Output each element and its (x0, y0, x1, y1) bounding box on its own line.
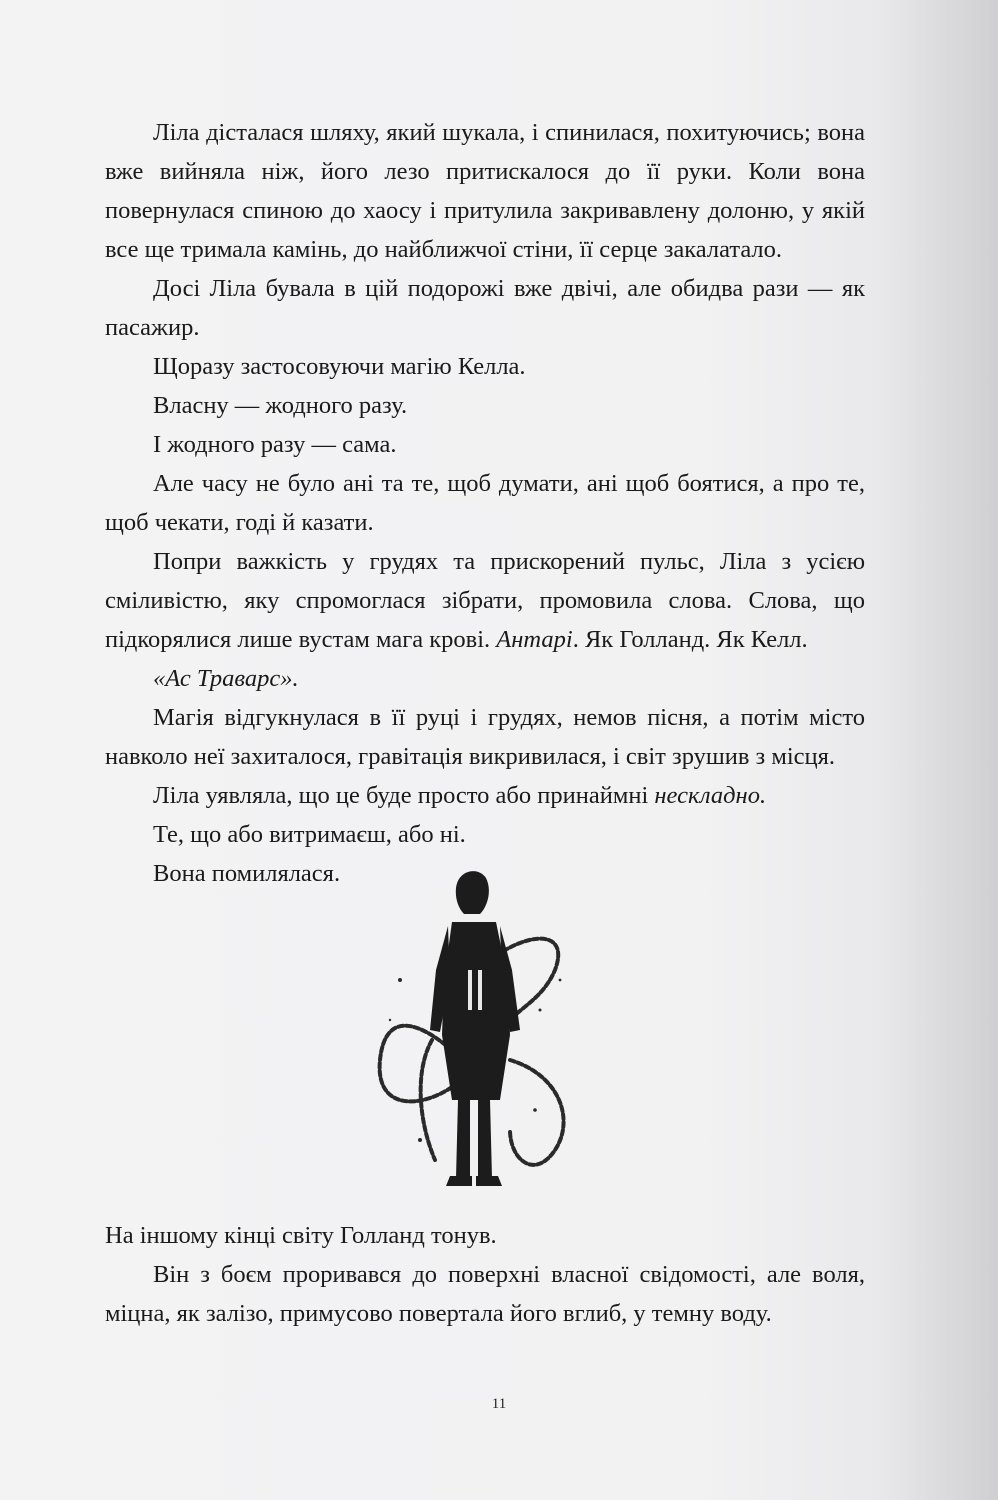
paragraph: Він з боєм проривався до поверхні власної свідомості, але воля, міцна, як залізо, примусово повертала його вглиб, у темну воду. (105, 1261, 865, 1327)
paragraph: І жодного разу — сама. (153, 431, 397, 458)
paragraph (105, 776, 865, 815)
paragraph: Вона помилялася. (153, 860, 341, 887)
paragraph: Те, що або витримаєш, або ні. (153, 821, 466, 848)
paragraph: Щоразу застосовуючи магію Келла. (153, 353, 526, 380)
paragraph-text: . Як Голланд. Як Келл. (572, 626, 808, 653)
italic-word: нескладно. (654, 782, 767, 809)
paragraph: Але часу не було ані та те, щоб думати, ані щоб боятися, а про те, щоб чекати, годі й казати. (105, 470, 865, 536)
paragraph: На іншому кінці світу Голланд тонув. (105, 1222, 497, 1249)
paragraph: Досі Ліла бувала в цій подорожі вже двічі, але обидва рази — як пасажир. (105, 275, 865, 341)
paragraph-text: Ліла уявляла, що це буде просто або принаймні (153, 782, 655, 809)
figure-with-chains-illustration (360, 860, 580, 1190)
paragraph: Власну — жодного разу. (153, 392, 408, 419)
figure-silhouette (430, 871, 520, 1186)
page-number: 11 (491, 1396, 507, 1412)
paragraph (105, 659, 865, 698)
paragraph-text: Попри важкість у грудях та прискорений пульс, Ліла з усією сміливістю, яку спромоглася зібрати, промовила слова. Слова, що підкорялися лише вустам мага крові. (105, 548, 865, 653)
italic-term: Антарі (496, 626, 573, 653)
text-block-upper (105, 113, 865, 893)
paragraph: Ліла дісталася шляху, який шукала, і спинилася, похитуючись; вона вже вийняла ніж, його лезо притискалося до її руки. Коли вона повернулася спиною до хаосу і притулила закривавлену долоню, у якій все ще тримала камінь, до найближчої стіни, її серце закалатало. (105, 119, 865, 263)
paragraph (105, 542, 865, 659)
italic-spell: «Ас Траварс». (153, 665, 299, 692)
text-block-lower (105, 1216, 865, 1333)
paragraph: Магія відгукнулася в її руці і грудях, немов пісня, а потім місто навколо неї захиталося, гравітація викривилася, і світ зрушив з місця. (105, 704, 865, 770)
